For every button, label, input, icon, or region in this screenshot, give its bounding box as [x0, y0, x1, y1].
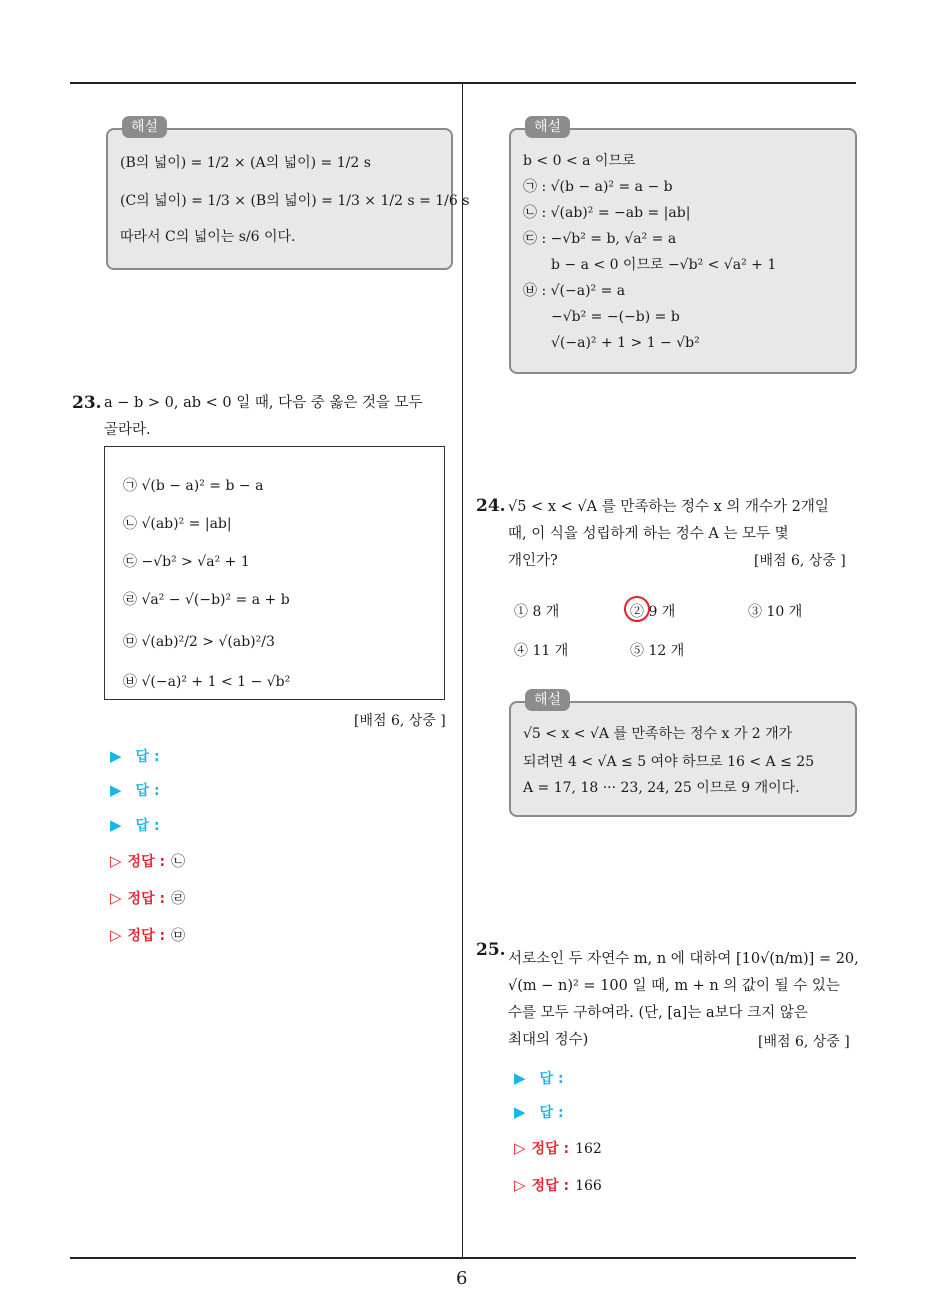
question-line: 골라라.	[104, 422, 151, 438]
solution-line: √5 < x < √A 를 만족하는 정수 x 가 2 개가	[523, 726, 793, 742]
correct-label: 정답 :	[127, 928, 166, 944]
score-label: [배점 6, 상중 ]	[758, 1034, 850, 1050]
top-rule	[70, 82, 856, 84]
answer-row	[514, 1102, 564, 1122]
statement-item: ㉢ −√b² > √a² + 1	[123, 554, 250, 570]
statement-item: ㉡ √(ab)² = |ab|	[123, 516, 232, 532]
choice-3[interactable]: ③ 10 개	[748, 604, 803, 620]
answer-arrow-icon: ▶	[110, 747, 122, 765]
solution-box-22	[106, 119, 470, 270]
correct-value: ㉣	[171, 891, 186, 907]
solution-line: ㉡ : √(ab)² = −ab = |ab|	[523, 205, 691, 221]
answer-label: 답 :	[135, 783, 160, 799]
question-text	[104, 390, 454, 444]
solution-line: ㉢ : −√b² = b, √a² = a	[523, 231, 677, 247]
correct-answer-row	[110, 925, 185, 945]
question-line: 때, 이 식을 성립하게 하는 정수 A 는 모두 몇	[508, 526, 789, 542]
choice-1[interactable]: ① 8 개	[514, 604, 560, 620]
correct-label: 정답 :	[127, 854, 166, 870]
solution-line: √(−a)² + 1 > 1 − √b²	[551, 335, 700, 351]
correct-answer-row	[514, 1138, 602, 1158]
score-label: [배점 6, 상중 ]	[754, 553, 846, 569]
question-line: 개인가?	[508, 553, 558, 569]
correct-answer-row	[514, 1175, 602, 1195]
solution-line: −√b² = −(−b) = b	[551, 309, 680, 325]
solution-box-23	[509, 119, 857, 374]
choice-5[interactable]: ⑤ 12 개	[630, 643, 685, 659]
question-line: a − b > 0, ab < 0 일 때, 다음 중 옳은 것을 모두	[104, 395, 423, 411]
statement-item: ㉥ √(−a)² + 1 < 1 − √b²	[123, 674, 291, 690]
question-line: 최대의 정수)	[508, 1032, 589, 1048]
choice-2[interactable]: ② 9 개	[630, 604, 676, 620]
correct-label: 정답 :	[531, 1178, 570, 1194]
solution-tag: 해설	[525, 116, 570, 138]
answer-row	[110, 815, 160, 835]
column-divider	[462, 84, 463, 1258]
answer-label: 답 :	[539, 1071, 564, 1087]
correct-answer-row	[110, 851, 185, 871]
answer-label: 답 :	[135, 749, 160, 765]
solution-line: (C의 넓이) = 1/3 × (B의 넓이) = 1/3 × 1/2 s = 1/6 s	[120, 193, 470, 209]
statement-item: ㉤ √(ab)²/2 > √(ab)²/3	[123, 634, 275, 650]
question-number: 23.	[72, 393, 102, 413]
answer-arrow-icon: ▶	[110, 816, 122, 834]
solution-line: 되려면 4 < √A ≤ 5 여야 하므로 16 < A ≤ 25	[523, 754, 815, 770]
question-line: √(m − n)² = 100 일 때, m + n 의 값이 될 수 있는	[508, 978, 840, 994]
solution-tag: 해설	[122, 116, 167, 138]
statement-item: ㉠ √(b − a)² = b − a	[123, 478, 264, 494]
correct-value: 162	[575, 1141, 602, 1157]
question-line: 서로소인 두 자연수 m, n 에 대하여 [10√(n/m)] = 20,	[508, 951, 859, 967]
solution-box-24	[509, 692, 857, 817]
answer-arrow-icon: ▶	[514, 1069, 526, 1087]
correct-arrow-icon: ▷	[110, 926, 122, 944]
answer-arrow-icon: ▶	[110, 781, 122, 799]
correct-answer-row	[110, 888, 185, 908]
solution-line: ㉥ : √(−a)² = a	[523, 283, 626, 299]
solution-line: (B의 넓이) = 1/2 × (A의 넓이) = 1/2 s	[120, 155, 371, 171]
question-line: 수를 모두 구하여라. (단, [a]는 a보다 크지 않은	[508, 1005, 808, 1021]
correct-arrow-icon: ▷	[110, 852, 122, 870]
answer-label: 답 :	[539, 1105, 564, 1121]
statement-item: ㉣ √a² − √(−b)² = a + b	[123, 592, 290, 608]
solution-tag: 해설	[525, 689, 570, 711]
correct-value: ㉤	[171, 928, 186, 944]
question-number: 24.	[476, 496, 506, 516]
correct-value: 166	[575, 1178, 602, 1194]
choice-4[interactable]: ④ 11 개	[514, 643, 569, 659]
answer-row	[110, 746, 160, 766]
solution-line: A = 17, 18 ··· 23, 24, 25 이므로 9 개이다.	[523, 780, 800, 796]
correct-label: 정답 :	[127, 891, 166, 907]
correct-label: 정답 :	[531, 1141, 570, 1157]
answer-label: 답 :	[135, 818, 160, 834]
answer-row	[514, 1068, 564, 1088]
correct-arrow-icon: ▷	[514, 1176, 526, 1194]
answer-row	[110, 780, 160, 800]
selected-circle-icon	[624, 596, 650, 622]
question-number: 25.	[476, 940, 506, 960]
score-label: [배점 6, 상중 ]	[354, 713, 446, 729]
page-number: 6	[456, 1268, 468, 1289]
answer-arrow-icon: ▶	[514, 1103, 526, 1121]
bottom-rule	[70, 1257, 856, 1259]
correct-value: ㉡	[171, 854, 186, 870]
correct-arrow-icon: ▷	[110, 889, 122, 907]
question-line: √5 < x < √A 를 만족하는 정수 x 의 개수가 2개일	[508, 499, 829, 515]
solution-line: 따라서 C의 넓이는 s/6 이다.	[120, 229, 296, 245]
solution-line: b < 0 < a 이므로	[523, 153, 636, 169]
solution-line: ㉠ : √(b − a)² = a − b	[523, 179, 673, 195]
statement-box	[104, 446, 445, 700]
solution-line: b − a < 0 이므로 −√b² < √a² + 1	[551, 257, 777, 273]
correct-arrow-icon: ▷	[514, 1139, 526, 1157]
